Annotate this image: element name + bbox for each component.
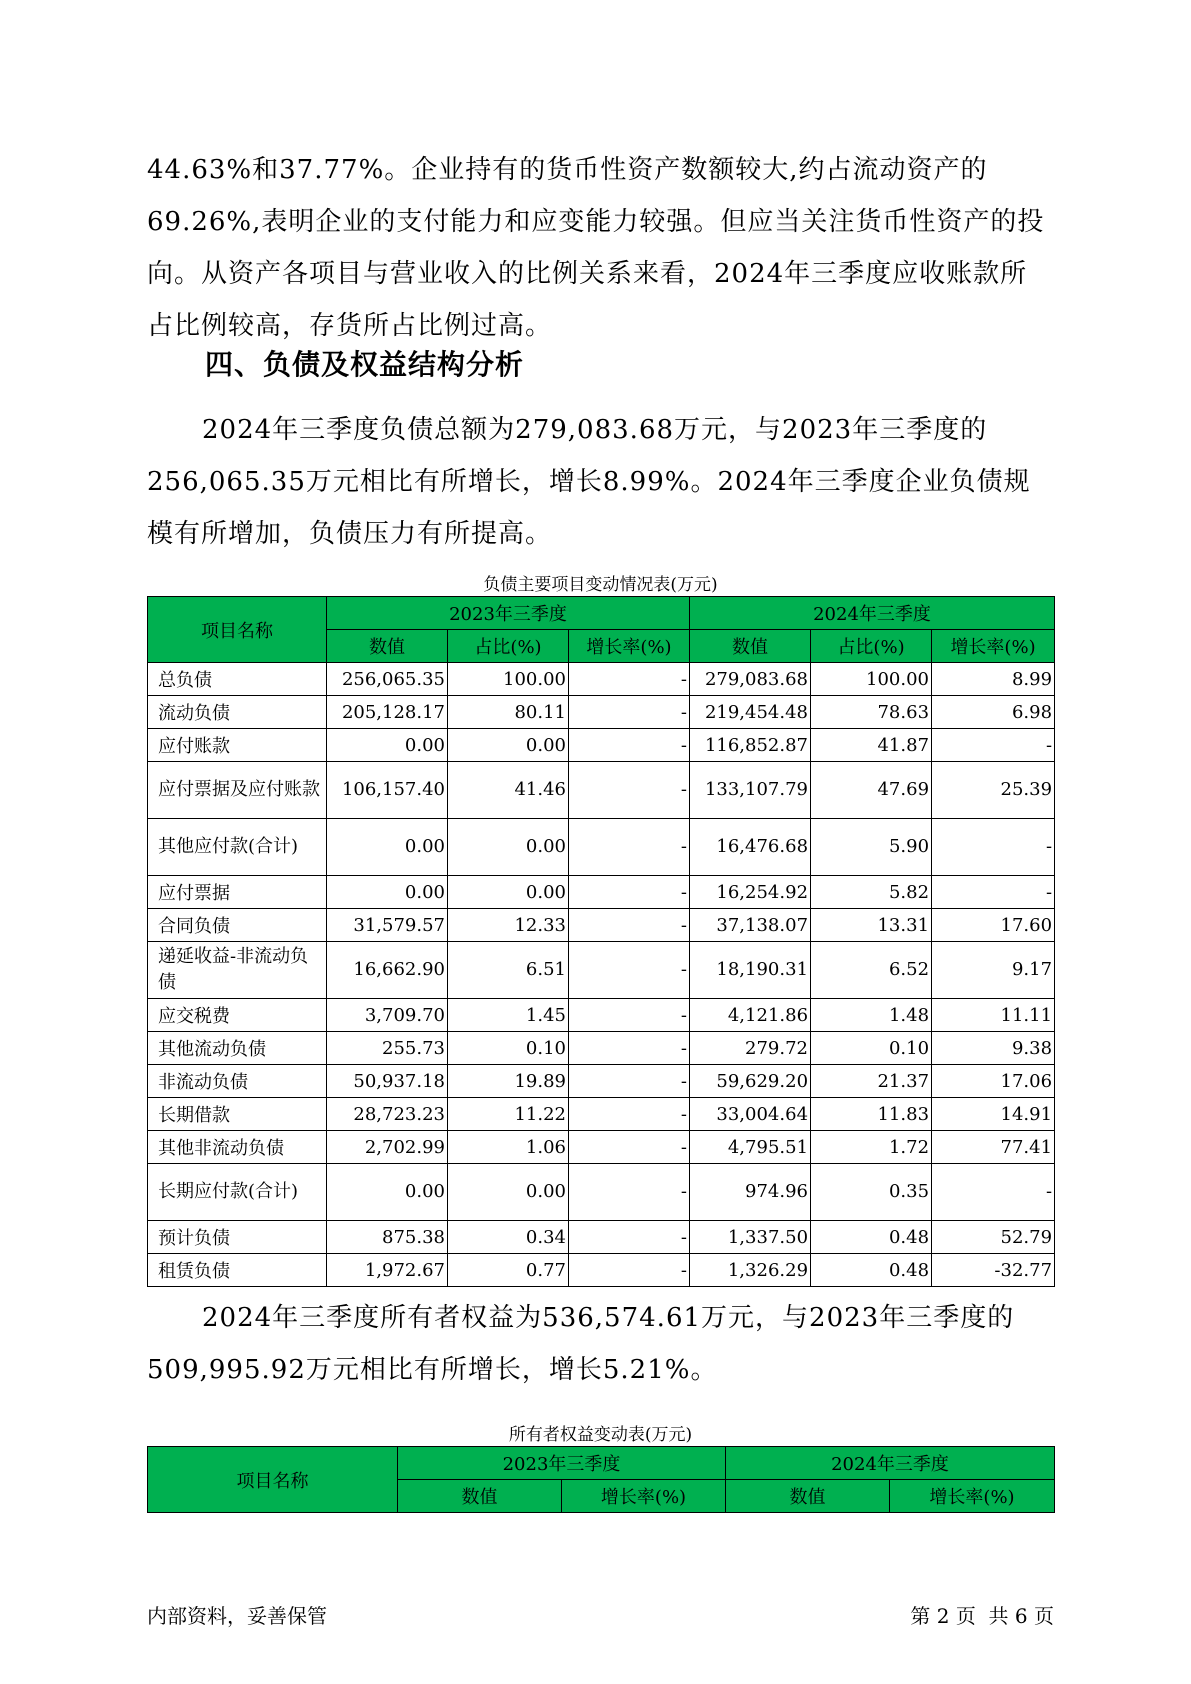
cell-value-2023: 28,723.23 <box>327 1098 448 1131</box>
header-period-2024: 2024年三季度 <box>690 597 1055 630</box>
cell-growth-2023: - <box>569 762 690 819</box>
cell-share-2024: 41.87 <box>811 729 932 762</box>
cell-value-2023: 50,937.18 <box>327 1065 448 1098</box>
cell-value-2023: 16,662.90 <box>327 942 448 999</box>
header-share-2023: 占比(%) <box>448 630 569 663</box>
cell-value-2023: 3,709.70 <box>327 999 448 1032</box>
cell-value-2024: 4,121.86 <box>690 999 811 1032</box>
table-row <box>148 1098 1055 1131</box>
cell-growth-2024: 52.79 <box>932 1221 1055 1254</box>
cell-value-2023: 255.73 <box>327 1032 448 1065</box>
cell-growth-2024: 14.91 <box>932 1098 1055 1131</box>
equity-header-item-name: 项目名称 <box>148 1447 398 1513</box>
cell-value-2023: 205,128.17 <box>327 696 448 729</box>
cell-value-2023: 106,157.40 <box>327 762 448 819</box>
cell-growth-2024: 25.39 <box>932 762 1055 819</box>
table-row <box>148 1254 1055 1287</box>
cell-share-2023: 41.46 <box>448 762 569 819</box>
cell-value-2024: 279.72 <box>690 1032 811 1065</box>
cell-growth-2023: - <box>569 696 690 729</box>
cell-growth-2024: 17.60 <box>932 909 1055 942</box>
row-item-name: 应付票据及应付账款 <box>148 762 327 819</box>
footer-page-number: 第 2 页 共 6 页 <box>910 1604 1054 1628</box>
cell-share-2024: 5.90 <box>811 819 932 876</box>
cell-value-2023: 2,702.99 <box>327 1131 448 1164</box>
table-row <box>148 1032 1055 1065</box>
table-row <box>148 942 1055 999</box>
row-item-name: 应付票据 <box>148 876 327 909</box>
cell-value-2023: 0.00 <box>327 1164 448 1221</box>
cell-value-2024: 116,852.87 <box>690 729 811 762</box>
table-row <box>148 1065 1055 1098</box>
cell-share-2023: 1.06 <box>448 1131 569 1164</box>
cell-growth-2024: 17.06 <box>932 1065 1055 1098</box>
cell-value-2024: 974.96 <box>690 1164 811 1221</box>
cell-growth-2024: - <box>932 876 1055 909</box>
cell-growth-2024: 9.38 <box>932 1032 1055 1065</box>
header-share-2024: 占比(%) <box>811 630 932 663</box>
cell-value-2023: 1,972.67 <box>327 1254 448 1287</box>
footer-confidential-note: 内部资料，妥善保管 <box>147 1604 327 1628</box>
row-item-name: 递延收益-非流动负债 <box>148 942 327 999</box>
table-row <box>148 696 1055 729</box>
cell-value-2023: 875.38 <box>327 1221 448 1254</box>
cell-growth-2024: -32.77 <box>932 1254 1055 1287</box>
cell-growth-2023: - <box>569 729 690 762</box>
cell-share-2023: 11.22 <box>448 1098 569 1131</box>
cell-growth-2023: - <box>569 876 690 909</box>
table-row <box>148 819 1055 876</box>
cell-value-2023: 0.00 <box>327 819 448 876</box>
cell-growth-2024: 11.11 <box>932 999 1055 1032</box>
table-row <box>148 663 1055 696</box>
cell-share-2023: 80.11 <box>448 696 569 729</box>
row-item-name: 长期借款 <box>148 1098 327 1131</box>
row-item-name: 合同负债 <box>148 909 327 942</box>
row-item-name: 长期应付款(合计) <box>148 1164 327 1221</box>
cell-value-2024: 18,190.31 <box>690 942 811 999</box>
cell-value-2024: 59,629.20 <box>690 1065 811 1098</box>
cell-share-2023: 1.45 <box>448 999 569 1032</box>
equity-header-growth-2024: 增长率(%) <box>890 1480 1055 1513</box>
table-row <box>148 1221 1055 1254</box>
cell-growth-2023: - <box>569 1098 690 1131</box>
cell-value-2024: 16,476.68 <box>690 819 811 876</box>
row-item-name: 应付账款 <box>148 729 327 762</box>
row-item-name: 流动负债 <box>148 696 327 729</box>
equity-header-growth-2023: 增长率(%) <box>562 1480 726 1513</box>
equity-header-value-2023: 数值 <box>398 1480 562 1513</box>
cell-growth-2024: - <box>932 729 1055 762</box>
paragraph-equity-summary: 2024年三季度所有者权益为536,574.61万元，与2023年三季度的509,995.92万元相比有所增长，增长5.21%。 <box>147 1303 1015 1385</box>
equity-table <box>147 1446 1055 1513</box>
cell-share-2023: 0.00 <box>448 729 569 762</box>
cell-growth-2024: 8.99 <box>932 663 1055 696</box>
cell-growth-2023: - <box>569 942 690 999</box>
cell-share-2024: 1.48 <box>811 999 932 1032</box>
cell-growth-2023: - <box>569 1254 690 1287</box>
table-row <box>148 762 1055 819</box>
row-item-name: 租赁负债 <box>148 1254 327 1287</box>
row-item-name: 预计负债 <box>148 1221 327 1254</box>
cell-share-2023: 12.33 <box>448 909 569 942</box>
table-row <box>148 1164 1055 1221</box>
cell-share-2023: 0.34 <box>448 1221 569 1254</box>
cell-value-2024: 279,083.68 <box>690 663 811 696</box>
cell-value-2023: 0.00 <box>327 876 448 909</box>
cell-value-2023: 31,579.57 <box>327 909 448 942</box>
equity-table-caption: 所有者权益变动表(万元) <box>508 1425 693 1445</box>
cell-share-2023: 0.00 <box>448 819 569 876</box>
cell-share-2023: 100.00 <box>448 663 569 696</box>
cell-share-2024: 0.10 <box>811 1032 932 1065</box>
header-item-name: 项目名称 <box>148 597 327 663</box>
liability-table-caption: 负债主要项目变动情况表(万元) <box>483 575 718 595</box>
header-value-2024: 数值 <box>690 630 811 663</box>
cell-share-2023: 0.00 <box>448 1164 569 1221</box>
cell-share-2023: 0.77 <box>448 1254 569 1287</box>
cell-share-2024: 21.37 <box>811 1065 932 1098</box>
cell-share-2024: 78.63 <box>811 696 932 729</box>
cell-share-2024: 47.69 <box>811 762 932 819</box>
table-row <box>148 909 1055 942</box>
equity-header-period-2023: 2023年三季度 <box>398 1447 726 1480</box>
cell-value-2023: 256,065.35 <box>327 663 448 696</box>
cell-growth-2023: - <box>569 999 690 1032</box>
cell-value-2023: 0.00 <box>327 729 448 762</box>
cell-growth-2023: - <box>569 819 690 876</box>
cell-growth-2024: 9.17 <box>932 942 1055 999</box>
cell-share-2024: 13.31 <box>811 909 932 942</box>
cell-growth-2023: - <box>569 1065 690 1098</box>
cell-growth-2023: - <box>569 663 690 696</box>
liability-table <box>147 596 1055 1287</box>
header-value-2023: 数值 <box>327 630 448 663</box>
equity-header-value-2024: 数值 <box>726 1480 890 1513</box>
paragraph-liability-summary: 2024年三季度负债总额为279,083.68万元，与2023年三季度的256,065.35万元相比有所增长，增长8.99%。2024年三季度企业负债规模有所增加，负债压力有所提高。 <box>147 415 1031 549</box>
cell-share-2023: 19.89 <box>448 1065 569 1098</box>
equity-header-period-2024: 2024年三季度 <box>726 1447 1055 1480</box>
cell-growth-2023: - <box>569 1221 690 1254</box>
cell-value-2024: 33,004.64 <box>690 1098 811 1131</box>
cell-growth-2023: - <box>569 1131 690 1164</box>
cell-share-2024: 1.72 <box>811 1131 932 1164</box>
cell-growth-2024: - <box>932 819 1055 876</box>
cell-share-2024: 100.00 <box>811 663 932 696</box>
cell-share-2024: 0.48 <box>811 1221 932 1254</box>
row-item-name: 其他非流动负债 <box>148 1131 327 1164</box>
header-period-2023: 2023年三季度 <box>327 597 690 630</box>
paragraph-asset-summary: 44.63%和37.77%。企业持有的货币性资产数额较大,约占流动资产的69.26%,表明企业的支付能力和应变能力较强。但应当关注货币性资产的投向。从资产各项目与营业收入的比例关系来看，2024年三季度应收账款所占比例较高，存货所占比例过高。 <box>147 155 1045 341</box>
cell-share-2024: 11.83 <box>811 1098 932 1131</box>
row-item-name: 应交税费 <box>148 999 327 1032</box>
table-row <box>148 876 1055 909</box>
cell-growth-2024: 6.98 <box>932 696 1055 729</box>
row-item-name: 其他应付款(合计) <box>148 819 327 876</box>
cell-share-2023: 0.10 <box>448 1032 569 1065</box>
cell-growth-2024: 77.41 <box>932 1131 1055 1164</box>
cell-growth-2023: - <box>569 1032 690 1065</box>
row-item-name: 非流动负债 <box>148 1065 327 1098</box>
section-heading: 四、负债及权益结构分析 <box>205 348 525 381</box>
table-row <box>148 999 1055 1032</box>
cell-value-2024: 133,107.79 <box>690 762 811 819</box>
cell-growth-2023: - <box>569 909 690 942</box>
cell-value-2024: 1,337.50 <box>690 1221 811 1254</box>
cell-value-2024: 37,138.07 <box>690 909 811 942</box>
cell-value-2024: 1,326.29 <box>690 1254 811 1287</box>
cell-value-2024: 4,795.51 <box>690 1131 811 1164</box>
header-growth-2023: 增长率(%) <box>569 630 690 663</box>
cell-value-2024: 16,254.92 <box>690 876 811 909</box>
cell-share-2023: 6.51 <box>448 942 569 999</box>
cell-value-2024: 219,454.48 <box>690 696 811 729</box>
row-item-name: 其他流动负债 <box>148 1032 327 1065</box>
table-row <box>148 729 1055 762</box>
cell-share-2024: 5.82 <box>811 876 932 909</box>
cell-growth-2024: - <box>932 1164 1055 1221</box>
cell-share-2024: 0.35 <box>811 1164 932 1221</box>
cell-share-2023: 0.00 <box>448 876 569 909</box>
cell-share-2024: 6.52 <box>811 942 932 999</box>
row-item-name: 总负债 <box>148 663 327 696</box>
cell-share-2024: 0.48 <box>811 1254 932 1287</box>
cell-growth-2023: - <box>569 1164 690 1221</box>
header-growth-2024: 增长率(%) <box>932 630 1055 663</box>
table-row <box>148 1131 1055 1164</box>
